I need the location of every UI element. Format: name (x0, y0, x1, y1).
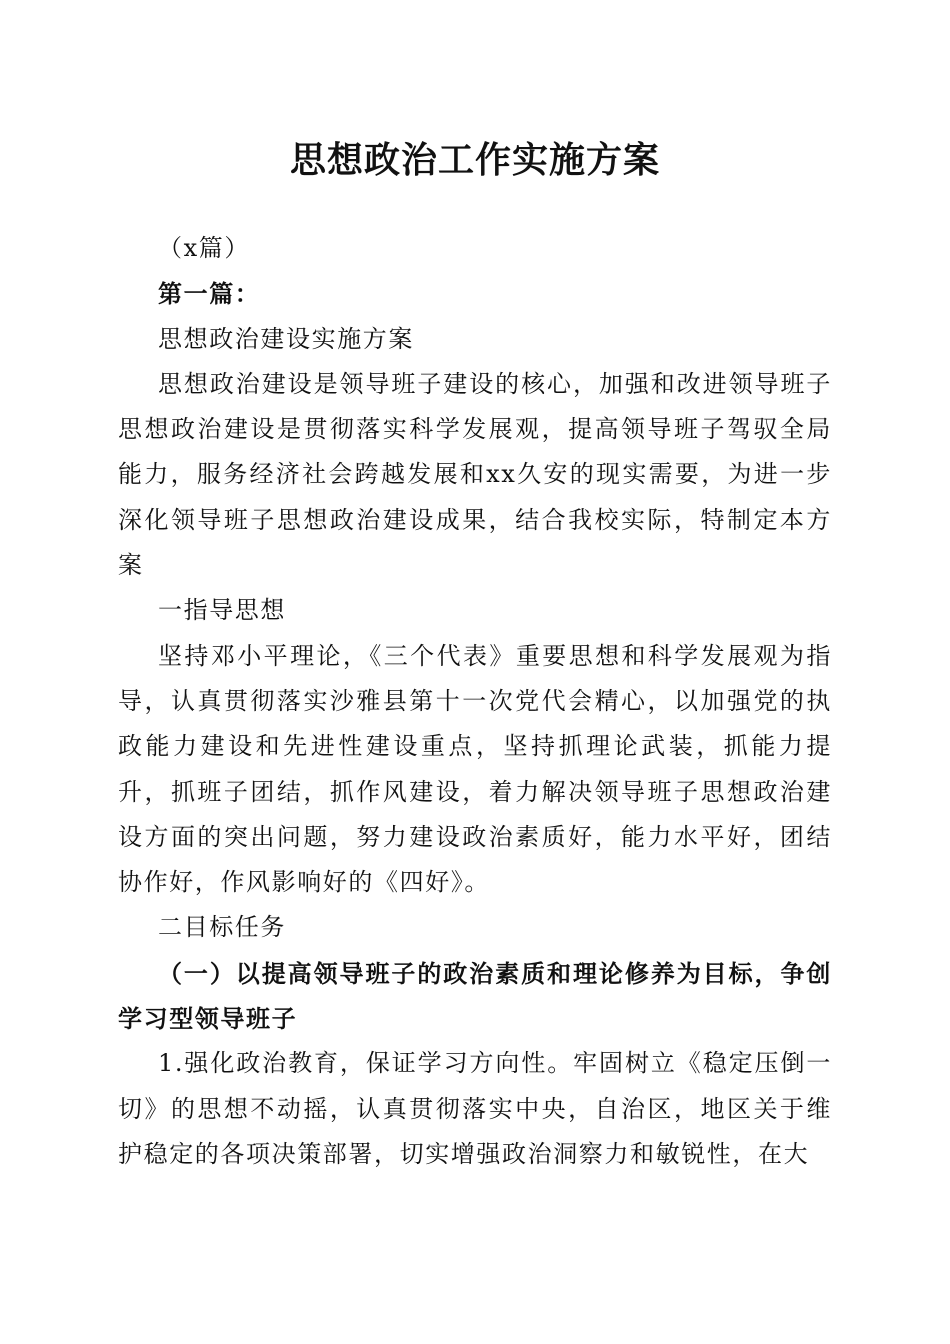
paragraph-guiding-ideology: 坚持邓小平理论，《三个代表》重要思想和科学发展观为指导，认真贯彻落实沙雅县第十一次党代会精心，以加强党的执政能力建设和先进性建设重点，坚持抓理论武装，抓能力提升，抓班子团结，抓作风建设，着力解决领导班子思想政治建设方面的突出问题，努力建设政治素质好，能力水平好，团结协作好，作风影响好的《四好》。 (118, 641, 832, 897)
document-body (118, 226, 832, 1177)
document-title: 思想政治工作实施方案 (289, 139, 660, 181)
paragraph-item-one: 1.强化政治教育，保证学习方向性。牢固树立《稳定压倒一切》的思想不动摇，认真贯彻落实中央，自治区，地区关于维护稳定的各项决策部署，切实增强政治洞察力和敏锐性，在大 (118, 1049, 832, 1168)
paragraph-section-one-heading: 一指导思想 (158, 596, 286, 625)
paragraph-part-one-heading: 第一篇： (158, 279, 261, 309)
paragraph-intro: 思想政治建设是领导班子建设的核心，加强和改进领导班子思想政治建设是贯彻落实科学发展观，提高领导班子驾驭全局能力，服务经济社会跨越发展和xx久安的现实需要，为进一步深化领导班子思想政治建设成果，结合我校实际，特制定本方案 (118, 369, 832, 580)
paragraph-goal-one-heading: （一）以提高领导班子的政治素质和理论修养为目标，争创学习型领导班子 (118, 958, 832, 1034)
paragraph-section-two-heading: 二目标任务 (158, 913, 286, 942)
paragraph-subtitle: 思想政治建设实施方案 (158, 324, 414, 353)
paragraph-count-note: （x篇） (158, 234, 250, 262)
